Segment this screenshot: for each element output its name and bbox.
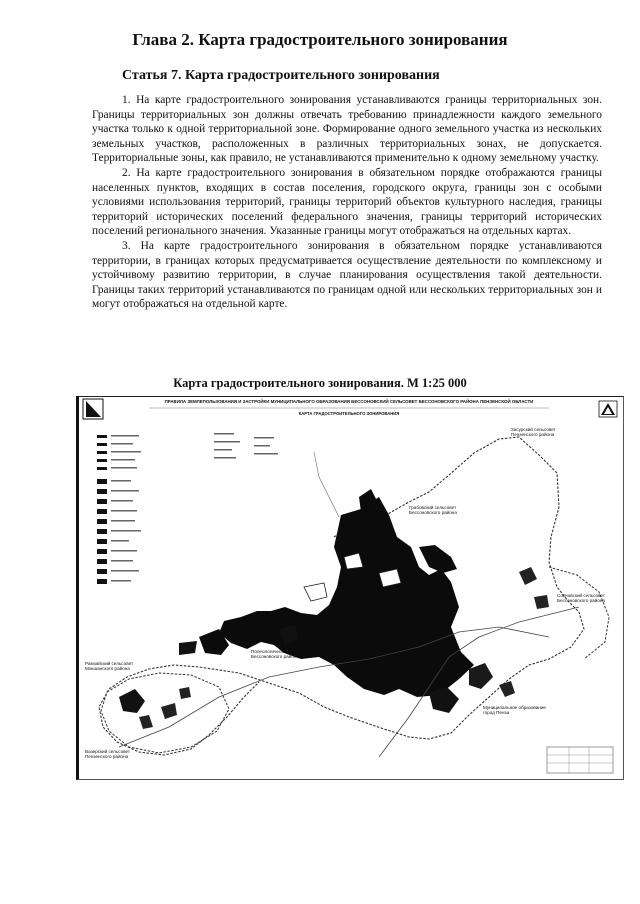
label-vazerki: Вазерский сельсовет Пензенского района [85, 749, 131, 760]
map-stamp [547, 747, 613, 773]
residential-zone [219, 497, 474, 697]
zoning-map [76, 396, 624, 780]
article-body [92, 93, 602, 312]
emblem-icon [599, 401, 617, 417]
paragraph-2: 2. На карте градостроительного зонирования в обязательном порядке отображаются границы населенных пунктов, входящих в состав поселения, городского округа, границы зон с особыми условиями использования территорий, границы территорий объектов культурного наследия, границы территорий исторических поселений федерального значения, границы территорий исторических поселений регионального значения. Указанные границы могут отображаться на отдельных картах. [92, 166, 602, 238]
label-penza: Муниципальное образование город Пенза [483, 705, 546, 716]
map-header-title: ПРАВИЛА ЗЕМЛЕПОЛЬЗОВАНИЯ И ЗАСТРОЙКИ МУНИЦИПАЛЬНОГО ОБРАЗОВАНИЯ БЕССОНОВСКИЙ СЕЛЬСОВЕТ БЕССОНОВСКОГО РАЙОНА ПЕНЗЕНСКОЙ ОБЛАСТИ [164, 399, 534, 404]
map-subtitle: КАРТА ГРАДОСТРОИТЕЛЬНОГО ЗОНИРОВАНИЯ [298, 411, 400, 416]
map-legend-secondary [214, 433, 278, 459]
label-sosnovskiy: Сосновский сельсовет Бессоновского района [557, 593, 605, 604]
label-zasurskiy: Засурский сельсовет Пензенского района [511, 427, 556, 438]
label-pobeda: Полеологический сельсовет Бессоновского района [251, 649, 312, 660]
chapter-title: Глава 2. Карта градостроительного зонирования [132, 30, 508, 49]
paragraph-1: 1. На карте градостроительного зонирования устанавливаются границы территориальных зон. Границы территориальных зон должны отвечать требованию принадлежности каждого земельного участка только к одной территориальной зоне. Формирование одного земельного участка из нескольких земельных участков, расположенных в различных территориальных зонах, не допускается. Территориальные зоны, как правило, не устанавливаются применительно к одному земельному участку. [92, 94, 602, 165]
article-title: Статья 7. Карта градостроительного зонирования [122, 68, 440, 83]
zoning-map-graphic [79, 397, 623, 779]
map-caption: Карта градостроительного зонирования. М 1:25 000 [173, 376, 467, 390]
paragraph-3: 3. На карте градостроительного зонирования в обязательном порядке устанавливаются территории, в границах которых предусматривается осуществление деятельности по комплексному и устойчивому развитию территории, в случае планирования осуществления такой деятельности. Границы таких территорий устанавливаются по границам одной или нескольких территориальных зон и могут отображаться на отдельной карте. [92, 239, 602, 311]
label-grabovskiy: Грабовский сельсовет Бессоновского района [409, 505, 457, 516]
north-arrow-icon [83, 399, 103, 419]
label-ramzai: Рамзайский сельсовет Мокшанского района [85, 661, 134, 672]
map-legend [97, 435, 141, 584]
